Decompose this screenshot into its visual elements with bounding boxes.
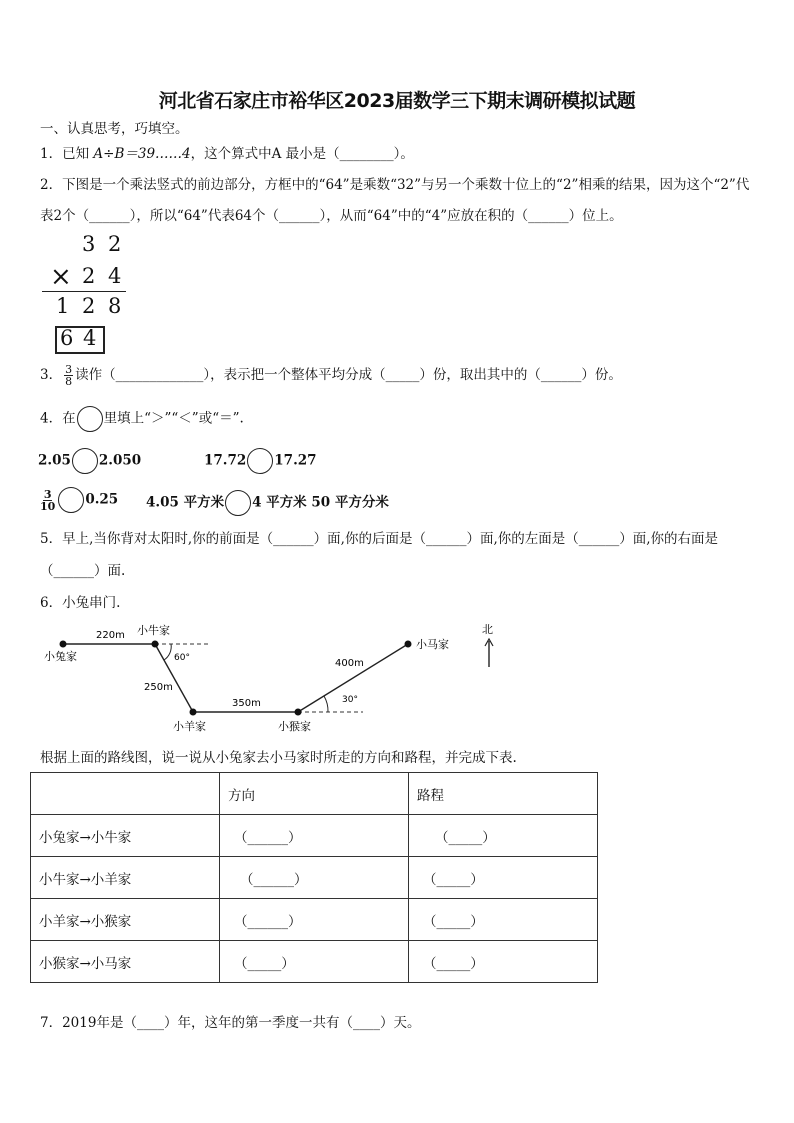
north-label: 北 <box>482 623 493 636</box>
digit: 8 <box>108 294 122 318</box>
angle-label: 30° <box>342 695 358 705</box>
table-row <box>31 857 598 899</box>
table-row <box>31 941 598 983</box>
distance-blank[interactable]: （_____） <box>409 899 598 941</box>
label-rabbit: 小兔家 <box>44 650 77 663</box>
route-cell: 小兔家→小牛家 <box>31 815 220 857</box>
distance-label: 400m <box>335 658 364 669</box>
question-2-line2: 表2个（______），所以“64”代表64个（______），从而“64”中的“4”应放在积的（______）位上。 <box>40 208 623 224</box>
digit: 1 <box>56 294 70 318</box>
table-row <box>31 815 598 857</box>
digit: 4 <box>108 264 122 288</box>
q1-number: 1． <box>40 146 63 162</box>
question-5-line1: 5．早上,当你背对太阳时,你的前面是（______）面,你的后面是（______）面,你的左面是（______）面,你的右面是 <box>40 531 719 547</box>
section-heading: 一、认真思考，巧填空。 <box>40 121 189 137</box>
table-row <box>31 899 598 941</box>
direction-blank[interactable]: （______） <box>220 899 409 941</box>
angle-arc <box>164 644 171 660</box>
q3-text: 读作（_____________），表示把一个整体平均分成（_____）份，取出其中的（______）份。 <box>75 367 622 383</box>
compare-item-1: 2.05 2.050 <box>38 448 141 474</box>
rabbit-home-dot <box>60 641 67 648</box>
multiplication-vertical <box>40 232 140 352</box>
answer-circle[interactable] <box>247 448 273 474</box>
route-cell: 小羊家→小猴家 <box>31 899 220 941</box>
divider-line <box>42 291 126 292</box>
question-6-heading: 6．小兔串门. <box>40 595 121 611</box>
q1-post: ，这个算式中A 最小是（________）。 <box>190 146 414 162</box>
question-5-line2: （______）面. <box>40 563 126 579</box>
table-header-cell <box>31 773 220 815</box>
fraction: $\frac{3}{8}$ <box>65 363 73 388</box>
question-4: 4．在 里填上“＞”“＜”或“＝”. <box>40 406 244 432</box>
sheep-home-dot <box>190 709 197 716</box>
direction-blank[interactable]: （______） <box>220 815 409 857</box>
q1-expression: A÷B＝39……4 <box>93 146 191 162</box>
label-monkey: 小猴家 <box>278 720 311 733</box>
table-header-cell: 路程 <box>409 773 598 815</box>
angle-label: 60° <box>174 653 190 663</box>
partial-product-box <box>55 326 105 354</box>
answer-circle[interactable] <box>72 448 98 474</box>
digit: 6 <box>60 326 74 350</box>
digit: 2 <box>82 294 96 318</box>
distance-blank[interactable]: （_____） <box>409 941 598 983</box>
table-header-cell: 方向 <box>220 773 409 815</box>
compare-item-2: 17.72 17.27 <box>204 448 317 474</box>
question-6-instruction: 根据上面的路线图，说一说从小兔家去小马家时所走的方向和路程，并完成下表. <box>40 750 517 766</box>
distance-blank[interactable]: （_____） <box>409 815 598 857</box>
digit: 4 <box>83 326 97 350</box>
digit: 3 <box>82 232 96 256</box>
page-title: 河北省石家庄市裕华区2023届数学三下期末调研模拟试题 <box>158 90 636 112</box>
direction-blank[interactable]: （_____） <box>220 941 409 983</box>
q3-number: 3． <box>40 367 63 383</box>
monkey-home-dot <box>295 709 302 716</box>
question-7: 7．2019年是（____）年，这年的第一季度一共有（____）天。 <box>40 1015 421 1031</box>
compare-item-4: 4.05 平方米 4 平方米 50 平方分米 <box>146 490 389 516</box>
fraction: $\frac{3}{10}$ <box>40 487 56 513</box>
answer-circle[interactable] <box>58 487 84 513</box>
route-cell: 小牛家→小羊家 <box>31 857 220 899</box>
question-1 <box>40 145 414 163</box>
distance-blank[interactable]: （_____） <box>409 857 598 899</box>
distance-label: 350m <box>232 698 261 709</box>
direction-blank[interactable]: （______） <box>220 857 409 899</box>
compare-item-3: $\frac{3}{10}$ 0.25 <box>40 487 119 513</box>
distance-label: 250m <box>144 682 173 693</box>
question-2-line1: 2．下图是一个乘法竖式的前边部分，方框中的“64”是乘数“32”与另一个乘数十位上的“2”相乘的结果，因为这个“2”代 <box>40 177 750 193</box>
answer-circle[interactable] <box>225 490 251 516</box>
route-table <box>30 772 598 983</box>
angle-arc <box>324 696 328 712</box>
distance-label: 220m <box>96 630 125 641</box>
compare-circle <box>77 406 103 432</box>
label-horse: 小马家 <box>416 638 449 651</box>
table-header-row <box>31 773 598 815</box>
route-cell: 小猴家→小马家 <box>31 941 220 983</box>
q1-pre: 已知 <box>62 146 90 162</box>
label-cow: 小牛家 <box>137 624 170 637</box>
cow-home-dot <box>152 641 159 648</box>
digit: 2 <box>82 264 96 288</box>
horse-home-dot <box>405 641 412 648</box>
label-sheep: 小羊家 <box>173 720 206 733</box>
multiply-sign: × <box>50 262 72 292</box>
route-map <box>30 615 510 740</box>
digit: 2 <box>108 232 122 256</box>
question-3 <box>40 364 622 387</box>
